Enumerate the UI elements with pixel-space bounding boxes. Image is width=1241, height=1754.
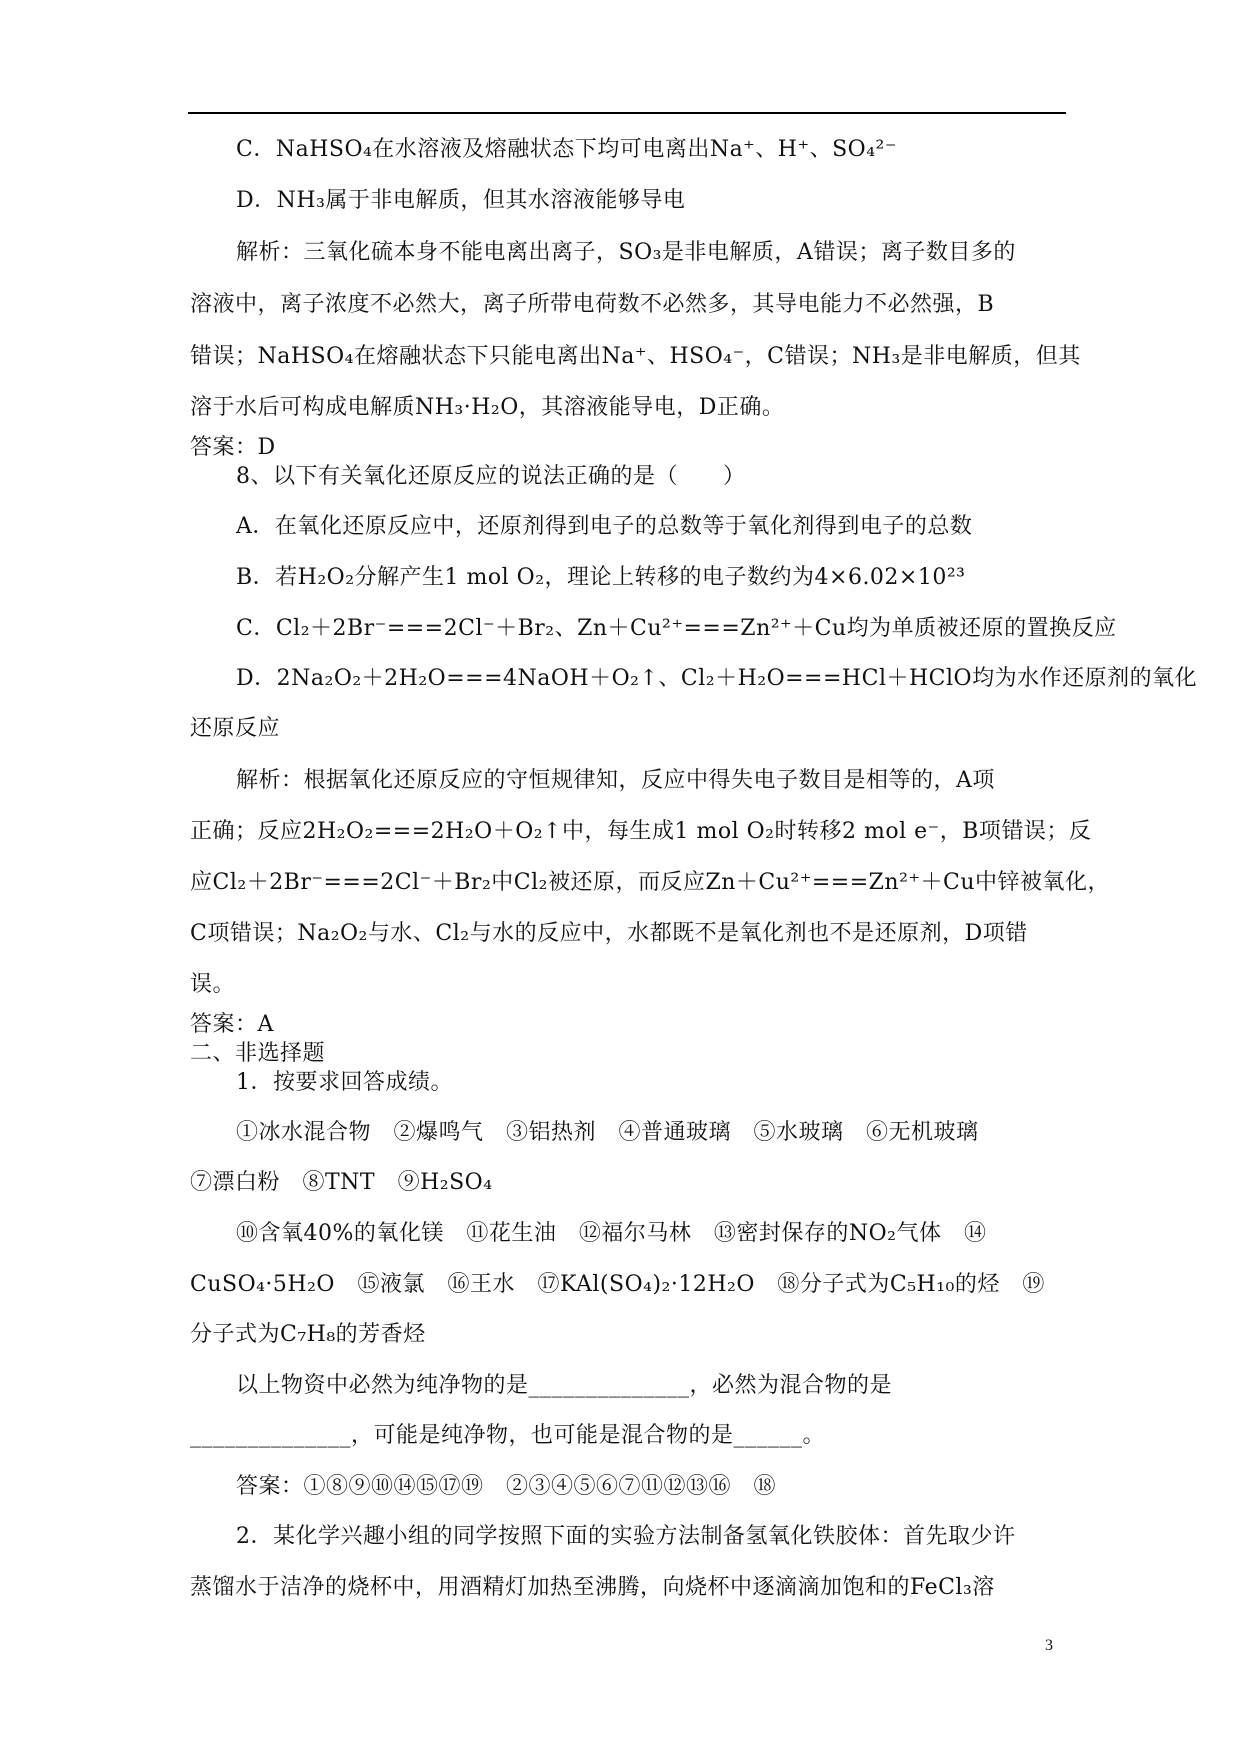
text-line: 蒸馏水于洁净的烧杯中，用酒精灯加热至沸腾，向烧杯中逐滴滴加饱和的FeCl₃溶 — [190, 1575, 995, 1600]
text-line: 解析：根据氧化还原反应的守恒规律知，反应中得失电子数目是相等的，A项 — [236, 768, 995, 793]
items-line: 分子式为C₇H₈的芳香烃 — [190, 1322, 426, 1347]
text-line: 溶于水后可构成电解质NH₃·H₂O，其溶液能导电，D正确。 — [190, 395, 785, 420]
header-rule — [188, 112, 1066, 114]
items-line: ①冰水混合物 ②爆鸣气 ③铝热剂 ④普通玻璃 ⑤水玻璃 ⑥无机玻璃 — [236, 1120, 979, 1145]
question-1: 1．按要求回答成绩。 — [236, 1070, 453, 1095]
question-blank-line: 以上物资中必然为纯净物的是______________，必然为混合物的是 — [236, 1373, 893, 1398]
option-a: A．在氧化还原反应中，还原剂得到电子的总数等于氧化剂得到电子的总数 — [236, 514, 973, 539]
answer-line: 答案：D — [190, 435, 276, 460]
question-blank-line: ______________，可能是纯净物，也可能是混合物的是______。 — [190, 1423, 826, 1448]
text-line: 解析：三氧化硫本身不能电离出离子，SO₃是非电解质，A错误；离子数目多的 — [236, 240, 1016, 265]
text-line: 错误；NaHSO₄在熔融状态下只能电离出Na⁺、HSO₄⁻，C错误；NH₃是非电解质，但其 — [190, 344, 1081, 369]
items-line: ⑩含氧40%的氧化镁 ⑪花生油 ⑫福尔马林 ⑬密封保存的NO₂气体 ⑭ — [236, 1221, 987, 1246]
option-d: D．2Na₂O₂＋2H₂O===4NaOH＋O₂↑、Cl₂＋H₂O===HCl＋HClO均为水作还原剂的氧化 — [236, 666, 1198, 691]
answer-line: 答案：①⑧⑨⑩⑭⑮⑰⑲ ②③④⑤⑥⑦⑪⑫⑬⑯ ⑱ — [236, 1474, 777, 1499]
answer-line: 答案：A — [190, 1012, 274, 1037]
text-line: 误。 — [190, 972, 236, 997]
items-line: CuSO₄·5H₂O ⑮液氯 ⑯王水 ⑰KAl(SO₄)₂·12H₂O ⑱分子式为C₅H₁₀的烃 ⑲ — [190, 1272, 1045, 1297]
page-number: 3 — [1045, 1637, 1053, 1654]
question-2: 2．某化学兴趣小组的同学按照下面的实验方法制备氢氧化铁胶体：首先取少许 — [236, 1524, 1016, 1549]
text-line: C项错误；Na₂O₂与水、Cl₂与水的反应中，水都既不是氧化剂也不是还原剂，D项错 — [190, 921, 1028, 946]
text-line: C．NaHSO₄在水溶液及熔融状态下均可电离出Na⁺、H⁺、SO₄²⁻ — [236, 137, 897, 162]
option-b: B．若H₂O₂分解产生1 mol O₂，理论上转移的电子数约为4×6.02×10²³ — [236, 565, 966, 590]
items-line: ⑦漂白粉 ⑧TNT ⑨H₂SO₄ — [190, 1170, 493, 1195]
text-line: 应Cl₂＋2Br⁻===2Cl⁻＋Br₂中Cl₂被还原，而反应Zn＋Cu²⁺===Zn²⁺＋Cu中锌被氧化， — [190, 870, 1111, 895]
text-line: D．NH₃属于非电解质，但其水溶液能够导电 — [236, 188, 686, 213]
option-d-cont: 还原反应 — [190, 716, 281, 741]
text-line: 溶液中，离子浓度不必然大，离子所带电荷数不必然多，其导电能力不必然强，B — [190, 292, 995, 317]
option-c: C．Cl₂＋2Br⁻===2Cl⁻＋Br₂、Zn＋Cu²⁺===Zn²⁺＋Cu均为单质被还原的置换反应 — [236, 616, 1117, 641]
section-heading: 二、非选择题 — [190, 1041, 326, 1066]
text-line: 正确；反应2H₂O₂===2H₂O＋O₂↑中，每生成1 mol O₂时转移2 mol e⁻，B项错误；反 — [190, 819, 1092, 844]
question-8: 8、以下有关氧化还原反应的说法正确的是（ ） — [236, 464, 746, 489]
